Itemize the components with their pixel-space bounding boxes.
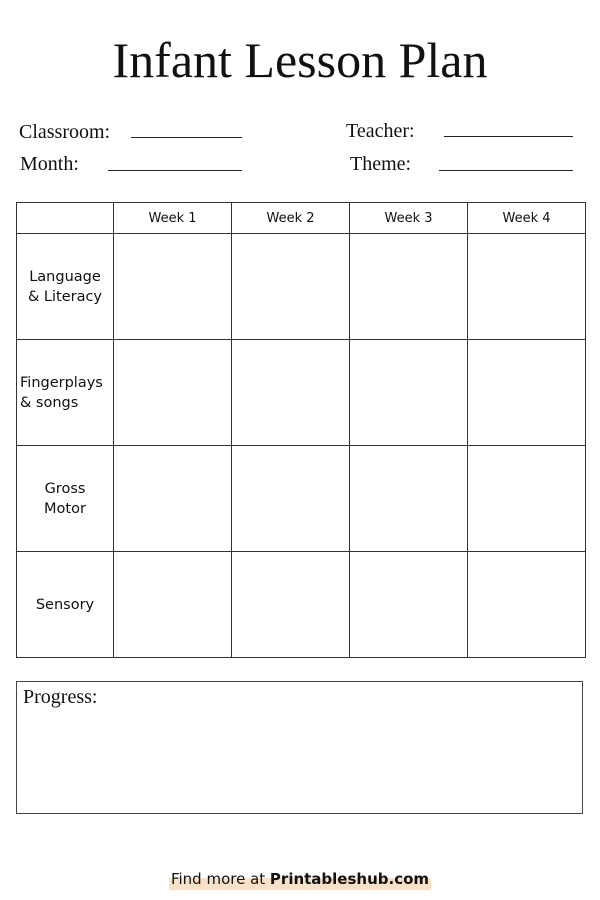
cell-sensory-week-2[interactable] xyxy=(232,552,350,658)
footer-site-link[interactable]: Printableshub.com xyxy=(269,870,430,888)
progress-box[interactable] xyxy=(16,681,583,814)
cell-fingerplays-week-3[interactable] xyxy=(350,340,468,446)
row-label-fingerplays-songs xyxy=(17,340,114,446)
teacher-label: Teacher: xyxy=(346,120,415,142)
cell-gross-motor-week-4[interactable] xyxy=(468,446,586,552)
row-label-line: Fingerplays xyxy=(20,374,103,391)
month-label: Month: xyxy=(20,153,79,175)
row-label-sensory xyxy=(17,552,114,658)
cell-fingerplays-week-2[interactable] xyxy=(232,340,350,446)
row-label-line: Sensory xyxy=(35,596,95,613)
cell-fingerplays-week-4[interactable] xyxy=(468,340,586,446)
cell-sensory-week-3[interactable] xyxy=(350,552,468,658)
header-week-4: Week 4 xyxy=(468,203,586,234)
teacher-input-line[interactable] xyxy=(444,136,573,137)
cell-language-week-2[interactable] xyxy=(232,234,350,340)
cell-sensory-week-1[interactable] xyxy=(114,552,232,658)
row-label-line: & Literacy xyxy=(27,288,103,305)
cell-fingerplays-week-1[interactable] xyxy=(114,340,232,446)
cell-language-week-4[interactable] xyxy=(468,234,586,340)
classroom-input-line[interactable] xyxy=(131,137,242,138)
cell-gross-motor-week-2[interactable] xyxy=(232,446,350,552)
header-week-1: Week 1 xyxy=(114,203,232,234)
row-label-line: & songs xyxy=(20,394,79,411)
header-week-3: Week 3 xyxy=(350,203,468,234)
cell-gross-motor-week-1[interactable] xyxy=(114,446,232,552)
classroom-label: Classroom: xyxy=(19,121,111,143)
cell-language-week-1[interactable] xyxy=(114,234,232,340)
row-label-language-literacy xyxy=(17,234,114,340)
lesson-plan-table xyxy=(16,202,586,658)
table-row xyxy=(17,234,586,340)
cell-language-week-3[interactable] xyxy=(350,234,468,340)
table-row xyxy=(17,552,586,658)
footer-prefix: Find more at xyxy=(170,870,270,888)
theme-label: Theme: xyxy=(350,153,412,175)
row-label-line: Gross xyxy=(44,480,86,497)
cell-gross-motor-week-3[interactable] xyxy=(350,446,468,552)
row-label-line: Language xyxy=(29,268,101,285)
theme-input-line[interactable] xyxy=(439,170,573,171)
month-input-line[interactable] xyxy=(108,170,242,171)
page-title: Infant Lesson Plan xyxy=(112,32,488,88)
footer-highlight xyxy=(169,868,431,890)
footer xyxy=(0,868,600,890)
table-header-row xyxy=(17,203,586,234)
row-label-line: Motor xyxy=(44,500,86,517)
header-week-2: Week 2 xyxy=(232,203,350,234)
progress-label: Progress: xyxy=(23,686,98,708)
table-row xyxy=(17,340,586,446)
cell-sensory-week-4[interactable] xyxy=(468,552,586,658)
row-label-gross-motor xyxy=(17,446,114,552)
header-corner-cell xyxy=(17,203,114,234)
table-row xyxy=(17,446,586,552)
